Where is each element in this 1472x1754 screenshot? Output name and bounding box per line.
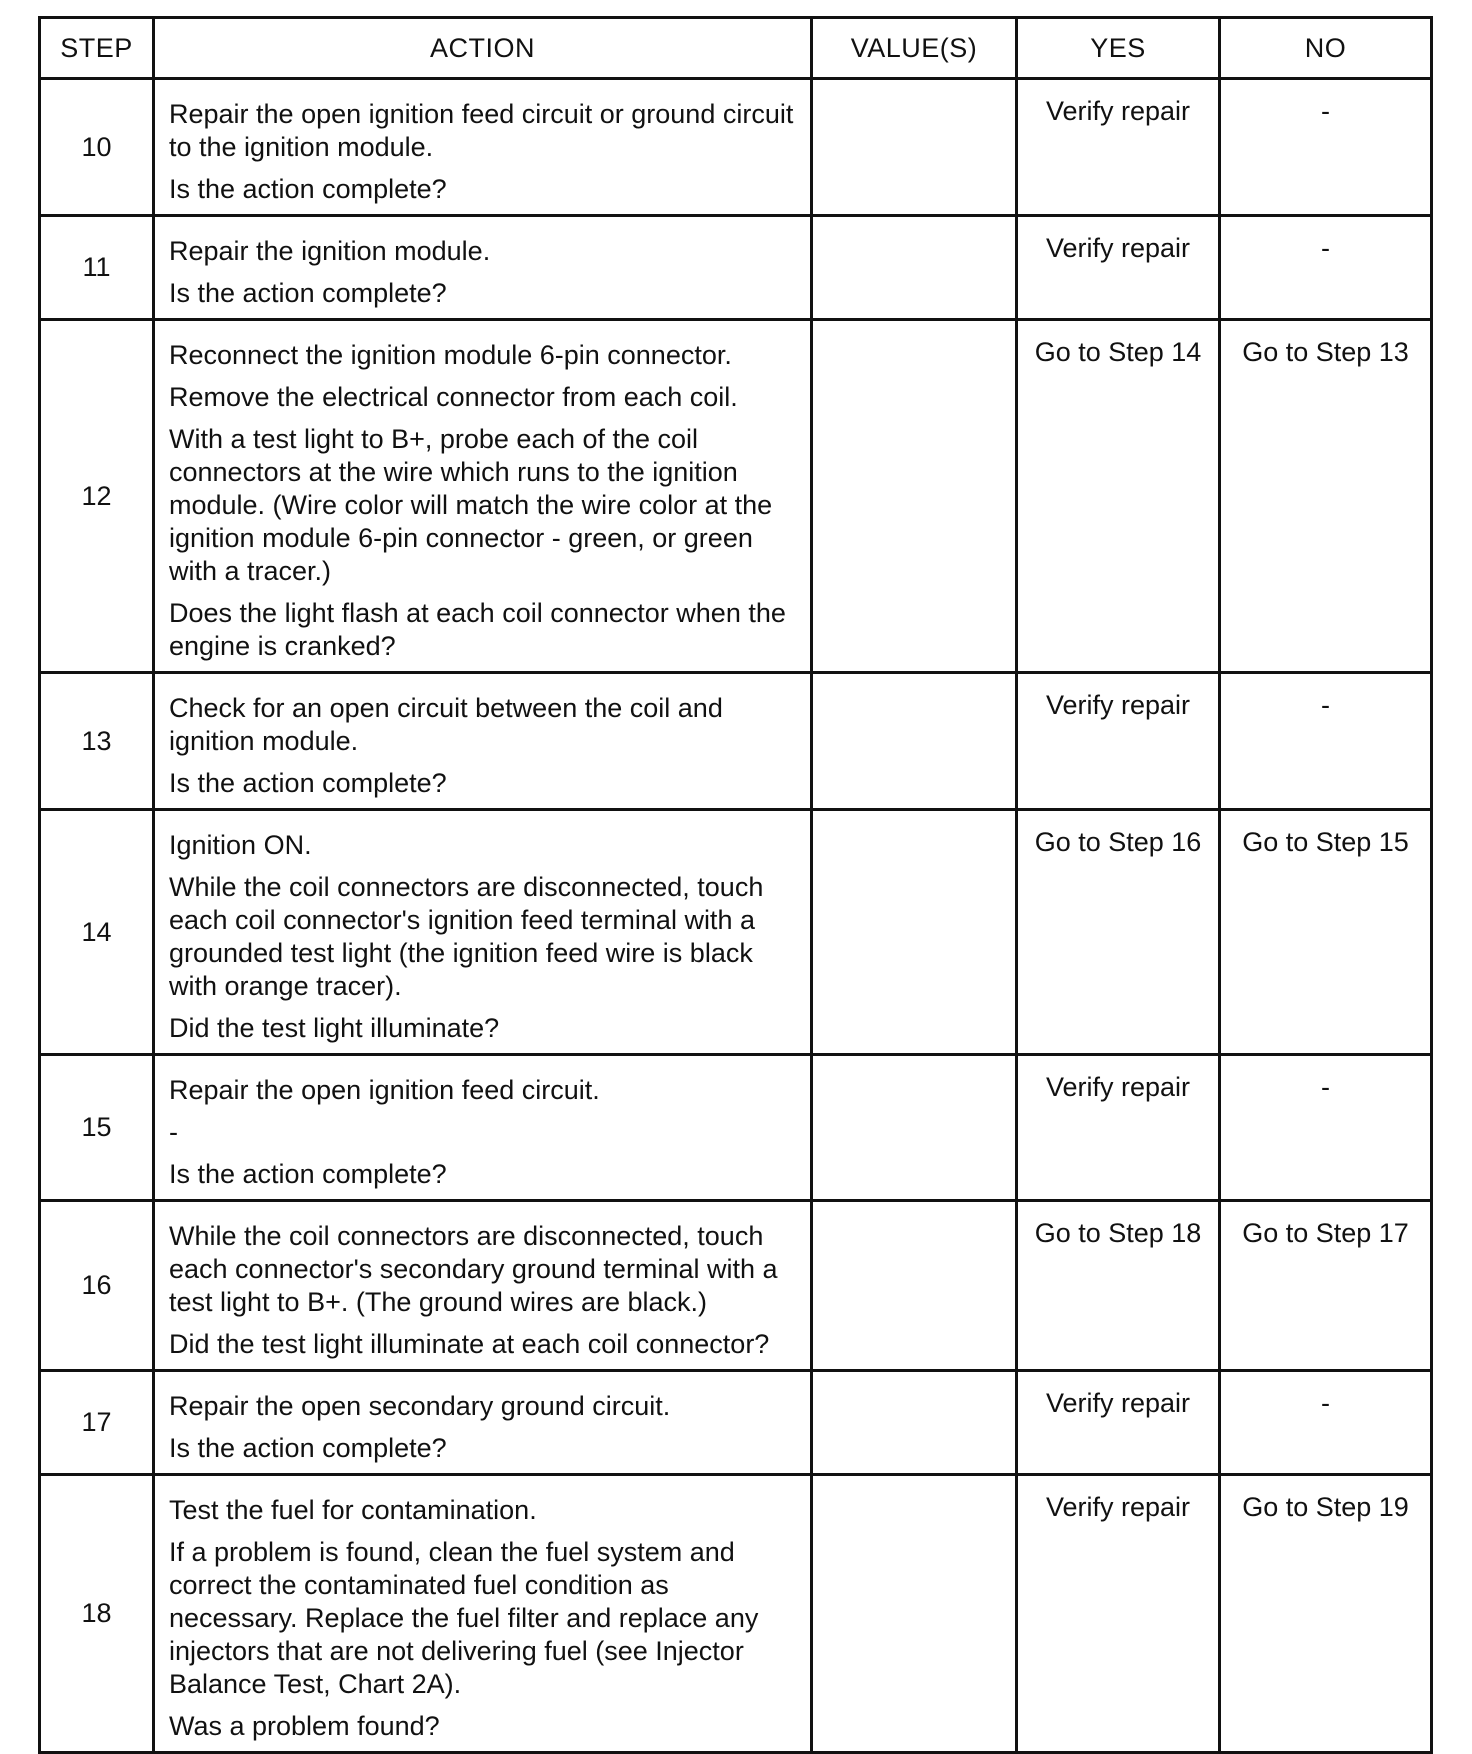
no-result: - xyxy=(1220,79,1432,216)
action-line: Test the fuel for contamination. xyxy=(169,1495,537,1525)
no-result: - xyxy=(1220,1055,1432,1201)
step-number: 13 xyxy=(40,673,154,810)
action-line: Does the light flash at each coil connector when the engine is cranked? xyxy=(169,598,786,661)
action-line: Is the action complete? xyxy=(169,278,447,308)
action-line: While the coil connectors are disconnected, touch each coil connector's ignition feed terminal with a grounded test light (the ignition feed wire is black with orange tracer). xyxy=(169,872,764,1001)
table-row xyxy=(40,1055,1432,1201)
step-number: 11 xyxy=(40,216,154,320)
no-result: - xyxy=(1220,673,1432,810)
action-text xyxy=(154,810,812,1055)
header-values: VALUE(S) xyxy=(812,18,1017,79)
action-line: - xyxy=(169,1117,178,1147)
header-no: NO xyxy=(1220,18,1432,79)
value-cell xyxy=(812,673,1017,810)
step-number: 16 xyxy=(40,1201,154,1371)
table-row xyxy=(40,810,1432,1055)
step-number: 10 xyxy=(40,79,154,216)
action-text xyxy=(154,673,812,810)
table-row xyxy=(40,1475,1432,1753)
action-text xyxy=(154,216,812,320)
no-result: Go to Step 19 xyxy=(1220,1475,1432,1753)
action-line: Repair the open secondary ground circuit. xyxy=(169,1391,671,1421)
yes-result: Go to Step 18 xyxy=(1017,1201,1220,1371)
value-cell xyxy=(812,1055,1017,1201)
header-step: STEP xyxy=(40,18,154,79)
diagnostic-table xyxy=(38,16,1433,1754)
action-line: Was a problem found? xyxy=(169,1711,440,1741)
no-result: - xyxy=(1220,1371,1432,1475)
action-line: Ignition ON. xyxy=(169,830,312,860)
no-result: - xyxy=(1220,216,1432,320)
no-result: Go to Step 13 xyxy=(1220,320,1432,673)
action-text xyxy=(154,320,812,673)
value-cell xyxy=(812,1371,1017,1475)
action-line: Is the action complete? xyxy=(169,1159,447,1189)
value-cell xyxy=(812,810,1017,1055)
action-line: Is the action complete? xyxy=(169,768,447,798)
header-yes: YES xyxy=(1017,18,1220,79)
value-cell xyxy=(812,79,1017,216)
action-line: Repair the open ignition feed circuit. xyxy=(169,1075,600,1105)
value-cell xyxy=(812,1201,1017,1371)
action-line: Is the action complete? xyxy=(169,1433,447,1463)
table-row xyxy=(40,79,1432,216)
no-result: Go to Step 15 xyxy=(1220,810,1432,1055)
step-number: 14 xyxy=(40,810,154,1055)
yes-result: Verify repair xyxy=(1017,1475,1220,1753)
yes-result: Verify repair xyxy=(1017,673,1220,810)
header-action: ACTION xyxy=(154,18,812,79)
action-text xyxy=(154,1201,812,1371)
step-number: 18 xyxy=(40,1475,154,1753)
yes-result: Go to Step 16 xyxy=(1017,810,1220,1055)
action-line: Did the test light illuminate at each coil connector? xyxy=(169,1329,770,1359)
action-line: With a test light to B+, probe each of the coil connectors at the wire which runs to the ignition module. (Wire color will match the wire color at the ignition module 6-pin connector - green, or green with a tracer.) xyxy=(169,424,773,586)
action-line: While the coil connectors are disconnected, touch each connector's secondary ground terminal with a test light to B+. (The ground wires are black.) xyxy=(169,1221,778,1317)
step-number: 17 xyxy=(40,1371,154,1475)
action-text xyxy=(154,1371,812,1475)
action-line: Repair the open ignition feed circuit or ground circuit to the ignition module. xyxy=(169,99,794,162)
action-line: If a problem is found, clean the fuel system and correct the contaminated fuel condition as necessary. Replace the fuel filter and replace any injectors that are not delivering fuel (see Injector Balance Test, Chart 2A). xyxy=(169,1537,759,1699)
action-line: Remove the electrical connector from each coil. xyxy=(169,382,738,412)
table-row xyxy=(40,673,1432,810)
table-row xyxy=(40,216,1432,320)
action-line: Is the action complete? xyxy=(169,174,447,204)
yes-result: Verify repair xyxy=(1017,216,1220,320)
value-cell xyxy=(812,1475,1017,1753)
step-number: 15 xyxy=(40,1055,154,1201)
no-result: Go to Step 17 xyxy=(1220,1201,1432,1371)
yes-result: Verify repair xyxy=(1017,1055,1220,1201)
yes-result: Go to Step 14 xyxy=(1017,320,1220,673)
action-text xyxy=(154,1055,812,1201)
table-row xyxy=(40,1371,1432,1475)
action-line: Repair the ignition module. xyxy=(169,236,491,266)
table-row xyxy=(40,1201,1432,1371)
action-line: Did the test light illuminate? xyxy=(169,1013,500,1043)
yes-result: Verify repair xyxy=(1017,79,1220,216)
action-line: Reconnect the ignition module 6-pin connector. xyxy=(169,340,732,370)
value-cell xyxy=(812,320,1017,673)
value-cell xyxy=(812,216,1017,320)
table-row xyxy=(40,320,1432,673)
step-number: 12 xyxy=(40,320,154,673)
action-text xyxy=(154,1475,812,1753)
action-text xyxy=(154,79,812,216)
action-line: Check for an open circuit between the coil and ignition module. xyxy=(169,693,723,756)
yes-result: Verify repair xyxy=(1017,1371,1220,1475)
header-row xyxy=(40,18,1432,79)
